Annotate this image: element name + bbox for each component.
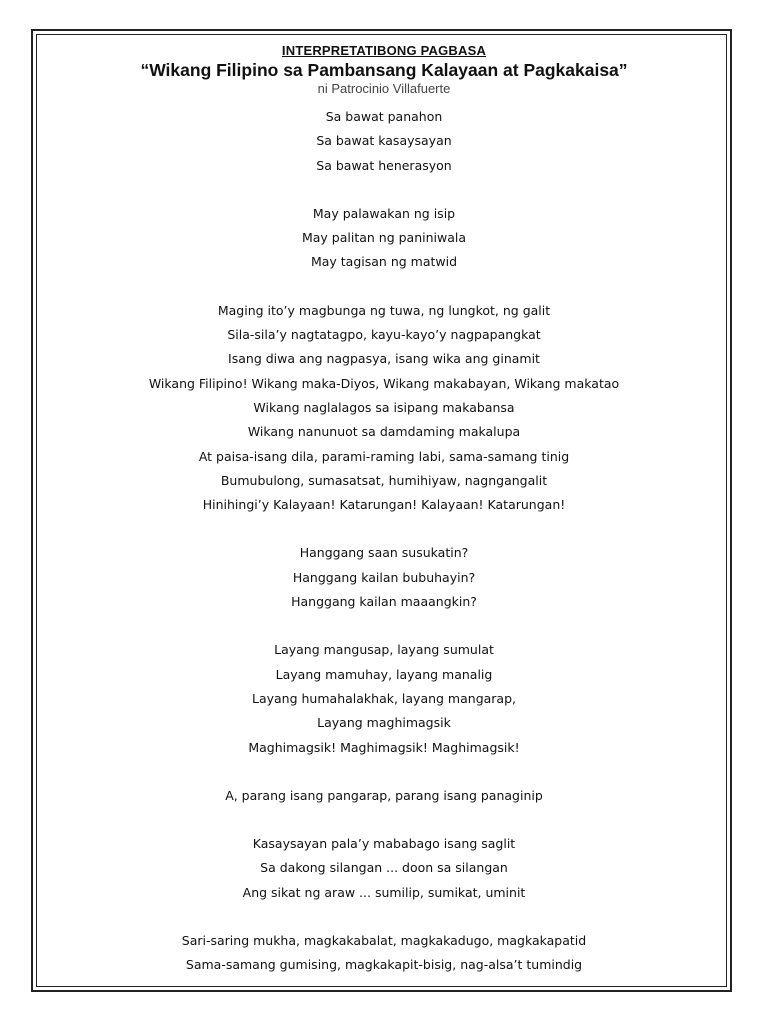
document-body: [40, 42, 728, 1002]
poem-line: Wikang nanunuot sa damdaming makalupa: [247, 424, 521, 440]
poem-line: May palawakan ng isip: [312, 205, 456, 221]
stanza: [40, 638, 728, 759]
poem-line: Sa bawat henerasyon: [316, 157, 452, 173]
stanza: [40, 832, 728, 905]
poem-line: Sa bawat panahon: [325, 109, 443, 124]
stanza: [40, 784, 728, 808]
poem-line: Hinihingi’y Kalayaan! Katarungan! Kalayaan! Katarungan!: [202, 497, 566, 513]
poem-line: Wikang naglalagos sa isipang makabansa: [253, 399, 515, 415]
poem-line: Layang maghimagsik: [317, 715, 451, 731]
poem-author: ni Patrocinio Villafuerte: [317, 81, 451, 96]
poem-title: “Wikang Filipino sa Pambansang Kalayaan at Pagkakaisa”: [140, 60, 628, 80]
poem-line: Sila-sila’y nagtatagpo, kayu-kayo’y nagpapangkat: [227, 327, 541, 343]
poem-line: At paisa-isang dila, parami-raming labi, sama-samang tinig: [198, 448, 570, 464]
stanza: [40, 929, 728, 978]
poem-line: Bumubulong, sumasatsat, humihiyaw, nagngangalit: [220, 472, 548, 488]
poem-line: Hanggang kailan maaangkin?: [291, 594, 477, 610]
poem-line: May palitan ng paniniwala: [301, 230, 467, 246]
poem-line: Layang humahalakhak, layang mangarap,: [252, 690, 516, 706]
poem-line: Maging ito’y magbunga ng tuwa, ng lungkot, ng galit: [217, 302, 551, 318]
poem-line: Ang sikat ng araw ... sumilip, sumikat, uminit: [242, 884, 526, 900]
poem-line: Hanggang kailan bubuhayin?: [292, 569, 476, 585]
stanza: [40, 105, 728, 178]
poem-line: Wikang Filipino! Wikang maka-Diyos, Wikang makabayan, Wikang makatao: [148, 375, 620, 391]
poem-line: Sa dakong silangan ... doon sa silangan: [260, 860, 508, 876]
poem-body: [40, 105, 728, 978]
poem-line: May tagisan ng matwid: [310, 254, 458, 270]
poem-line: Kasaysayan pala’y mababago isang saglit: [252, 836, 516, 852]
poem-line: Sa bawat kasaysayan: [316, 133, 452, 149]
poem-line: Isang diwa ang nagpasya, isang wika ang ginamit: [228, 351, 540, 367]
poem-line: Layang mangusap, layang sumulat: [274, 642, 494, 658]
poem-line: A, parang isang pangarap, parang isang panaginip: [225, 787, 543, 803]
poem-line: Layang mamuhay, layang manalig: [275, 666, 493, 682]
poem-line: Hanggang saan susukatin?: [299, 545, 469, 561]
poem-line: Sama-samang gumising, magkakapit-bisig, nag-alsa’t tumindig: [185, 957, 583, 973]
stanza: [40, 202, 728, 275]
stanza: [40, 299, 728, 518]
document-heading: INTERPRETATIBONG PAGBASA: [281, 43, 487, 58]
stanza: [40, 541, 728, 614]
poem-line: Maghimagsik! Maghimagsik! Maghimagsik!: [248, 739, 520, 755]
poem-line: Sari-saring mukha, magkakabalat, magkakadugo, magkakapatid: [181, 933, 587, 949]
